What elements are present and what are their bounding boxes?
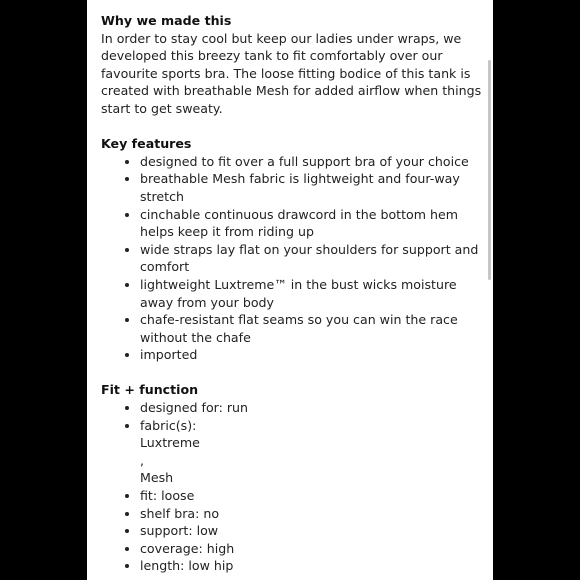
fabric-luxtreme: Luxtreme xyxy=(140,435,200,451)
scrollbar[interactable] xyxy=(488,60,491,280)
fabric-separator: , xyxy=(140,452,145,468)
features-list xyxy=(101,153,485,364)
fit-section xyxy=(101,381,485,575)
fabric-mesh: Mesh xyxy=(140,470,174,486)
feature-item: • wide straps lay flat on your shoulders for support and comfort xyxy=(140,241,485,276)
feature-item: • designed to fit over a full support bra of your choice xyxy=(140,153,485,171)
feature-item: • imported xyxy=(140,346,485,364)
fabric-label: • fabric(s): xyxy=(140,417,197,433)
fit-item: • fit: loose xyxy=(140,487,485,505)
fit-item: • support: low xyxy=(140,522,485,540)
feature-item: • breathable Mesh fabric is lightweight and four-way stretch xyxy=(140,170,485,205)
fit-item: • coverage: high xyxy=(140,540,485,558)
features-section xyxy=(101,135,485,364)
features-heading: Key features xyxy=(101,136,192,152)
fit-heading: Fit + function xyxy=(101,382,199,398)
feature-item: • chafe-resistant flat seams so you can win the race without the chafe xyxy=(140,311,485,346)
fit-item-fabrics xyxy=(140,417,485,487)
feature-item: • cinchable continuous drawcord in the bottom hem helps keep it from riding up xyxy=(140,206,485,241)
fit-list xyxy=(101,399,485,575)
product-description-panel xyxy=(87,0,493,580)
feature-item: • lightweight Luxtreme™ in the bust wicks moisture away from your body xyxy=(140,276,485,311)
why-heading: Why we made this xyxy=(101,13,232,28)
fit-item: • length: low hip xyxy=(140,557,485,575)
fit-item: • shelf bra: no xyxy=(140,505,485,523)
fit-item-designed-for: • designed for: run xyxy=(140,399,485,417)
why-body: In order to stay cool but keep our ladies under wraps, we developed this breezy tank to fit comfortably over our favourite sports bra. The loose fitting bodice of this tank is created with breathable Mesh for added airflow when things start to get sweaty. xyxy=(101,30,482,116)
description-content xyxy=(101,12,485,580)
